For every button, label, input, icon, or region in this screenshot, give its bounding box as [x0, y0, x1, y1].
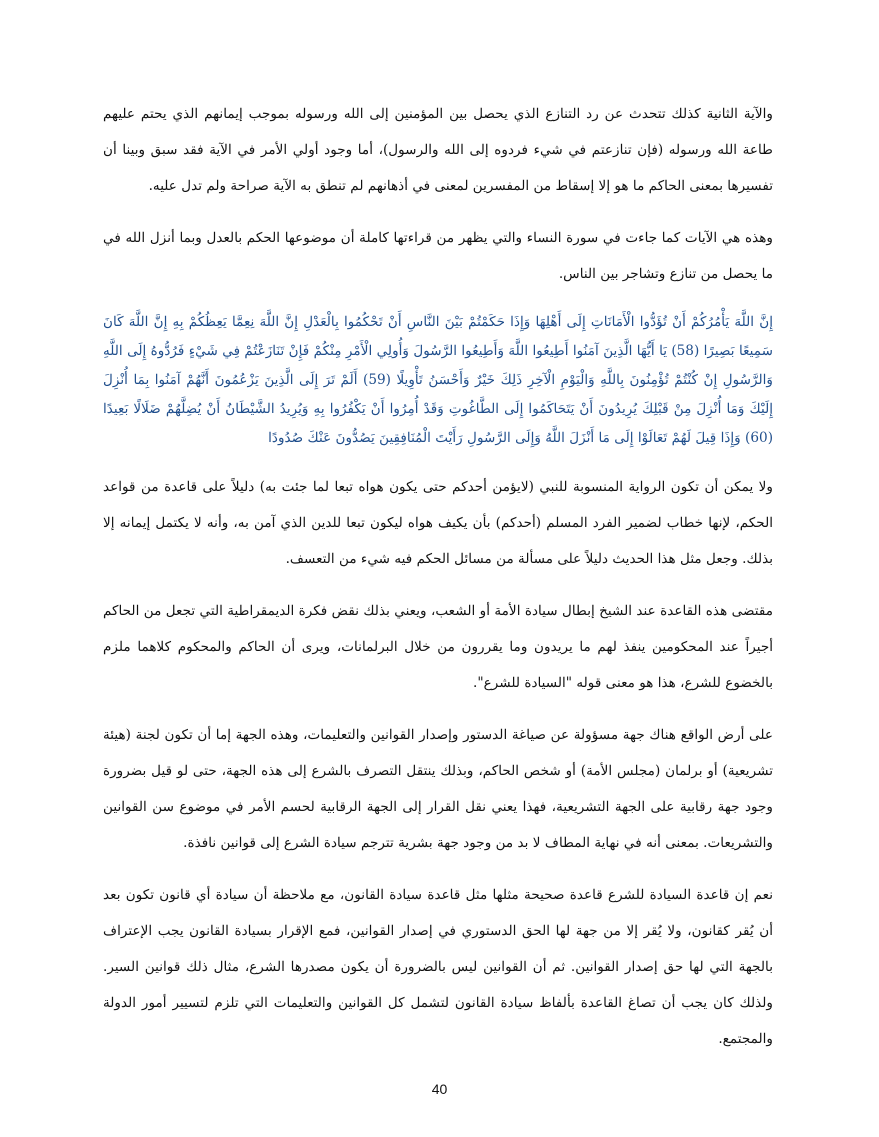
paragraph-rule-of-law: نعم إن قاعدة السيادة للشرع قاعدة صحيحة مثلها مثل قاعدة سيادة القانون، مع ملاحظة أن سيادة أي قانون تكون بعد أن يُقر كقانون، ولا يُقر إلا من جهة لها الحق الدستوري في إصدار القوانين، فمع الإقرار بسيادة القانون يجب الإعتراف بالجهة التي لها حق إصدار القوانين. ثم أن القوانين ليس بالضرورة أن يكون مصدرها الشرع، مثال ذلك قوانين السير. ولذلك كان يجب أن تصاغ القاعدة بألفاظ سيادة القانون لتشمل كل القوانين والتعليمات التي تلزم لتسيير أمور الدولة والمجتمع.: [103, 887, 773, 1047]
paragraph-second-verse: والآية الثانية كذلك تتحدث عن رد التنازع الذي يحصل بين المؤمنين إلى الله ورسوله بموجب إيمانهم الذي يحتم عليهم طاعة الله ورسوله (فإن تنازعتم في شيء فردوه إلى الله والرسول)، أما وجود أولي الأمر في الآية فقد سبق وبينا أن تفسيرها بمعنى الحاكم ما هو إلا إسقاط من المفسرين لمعنى في أذهانهم لم تنطق به الآية صراحة ولم تدل عليه.: [103, 106, 773, 194]
quran-verses-block: إِنَّ اللَّهَ يَأْمُرُكُمْ أَنْ تُؤَدُّوا الْأَمَانَاتِ إِلَى أَهْلِهَا وَإِذَا حَكَمْتُمْ بَيْنَ النَّاسِ أَنْ تَحْكُمُوا بِالْعَدْلِ إِنَّ اللَّهَ نِعِمَّا يَعِظُكُمْ بِهِ إِنَّ اللَّهَ كَانَ سَمِيعًا بَصِيرًا (58) يَا أَيُّهَا الَّذِينَ آمَنُوا أَطِيعُوا اللَّهَ وَأَطِيعُوا الرَّسُولَ وَأُولِي الْأَمْرِ مِنْكُمْ فَإِنْ تَنَازَعْتُمْ فِي شَيْءٍ فَرُدُّوهُ إِلَى اللَّهِ وَالرَّسُولِ إِنْ كُنْتُمْ تُؤْمِنُونَ بِاللَّهِ وَالْيَوْمِ الْآخِرِ ذَلِكَ خَيْرٌ وَأَحْسَنُ تَأْوِيلًا (59) أَلَمْ تَرَ إِلَى الَّذِينَ يَزْعُمُونَ أَنَّهُمْ آمَنُوا بِمَا أُنْزِلَ إِلَيْكَ وَمَا أُنْزِلَ مِنْ قَبْلِكَ يُرِيدُونَ أَنْ يَتَحَاكَمُوا إِلَى الطَّاغُوتِ وَقَدْ أُمِرُوا أَنْ يَكْفُرُوا بِهِ وَيُرِيدُ الشَّيْطَانُ أَنْ يُضِلَّهُمْ ضَلَالًا بَعِيدًا (60) وَإِذَا قِيلَ لَهُمْ تَعَالَوْا إِلَى مَا أَنْزَلَ اللَّهُ وَإِلَى الرَّسُولِ رَأَيْتَ الْمُنَافِقِينَ يَصُدُّونَ عَنْكَ صُدُودًا: [103, 314, 773, 446]
page-number: 40: [431, 1081, 448, 1097]
paragraph-surah-nisa-intro: وهذه هي الآيات كما جاءت في سورة النساء والتي يظهر من قراءتها كاملة أن موضوعها الحكم بالعدل وبما أنزل الله في ما يحصل من تنازع وتشاجر بين الناس.: [103, 230, 773, 282]
paragraph-legislative-authority: على أرض الواقع هناك جهة مسؤولة عن صياغة الدستور وإصدار القوانين والتعليمات، وهذه الجهة إما أن تكون لجنة (هيئة تشريعية) أو برلمان (مجلس الأمة) أو شخص الحاكم، وبذلك ينتقل التصرف بالشرع إلى هذه الجهة، حتى لو قيل بضرورة وجود جهة رقابية على الجهة التشريعية، فهذا يعني نقل القرار إلى الجهة الرقابية لحسم الأمر في موضوع سن القوانين والتشريعات. بمعنى أنه في نهاية المطاف لا بد من وجود جهة بشرية تترجم سيادة الشرع إلى قوانين نافذة.: [103, 727, 773, 851]
paragraph-hadith-argument: ولا يمكن أن تكون الرواية المنسوبة للنبي (لايؤمن أحدكم حتى يكون هواه تبعا لما جئت به) دليلاً على قاعدة من قواعد الحكم، لإنها خطاب لضمير الفرد المسلم (أحدكم) بأن يكيف هواه ليكون تبعا للدين الذي آمن به، وأنه لا يكتمل إيمانه إلا بذلك. وجعل مثل هذا الحديث دليلاً على مسألة من مسائل الحكم فيه شيء من التعسف.: [103, 479, 773, 567]
paragraph-sovereignty-rule: مقتضى هذه القاعدة عند الشيخ إبطال سيادة الأمة أو الشعب، ويعني بذلك نقض فكرة الديمقراطية التي تجعل من الحاكم أجيراً عند المحكومين ينفذ لهم ما يريدون وما يقررون من خلال البرلمانات، ويرى أن الحاكم والمحكوم كلاهما ملزم بالخضوع للشرع، هذا هو معنى قوله "السيادة للشرع".: [103, 603, 773, 691]
